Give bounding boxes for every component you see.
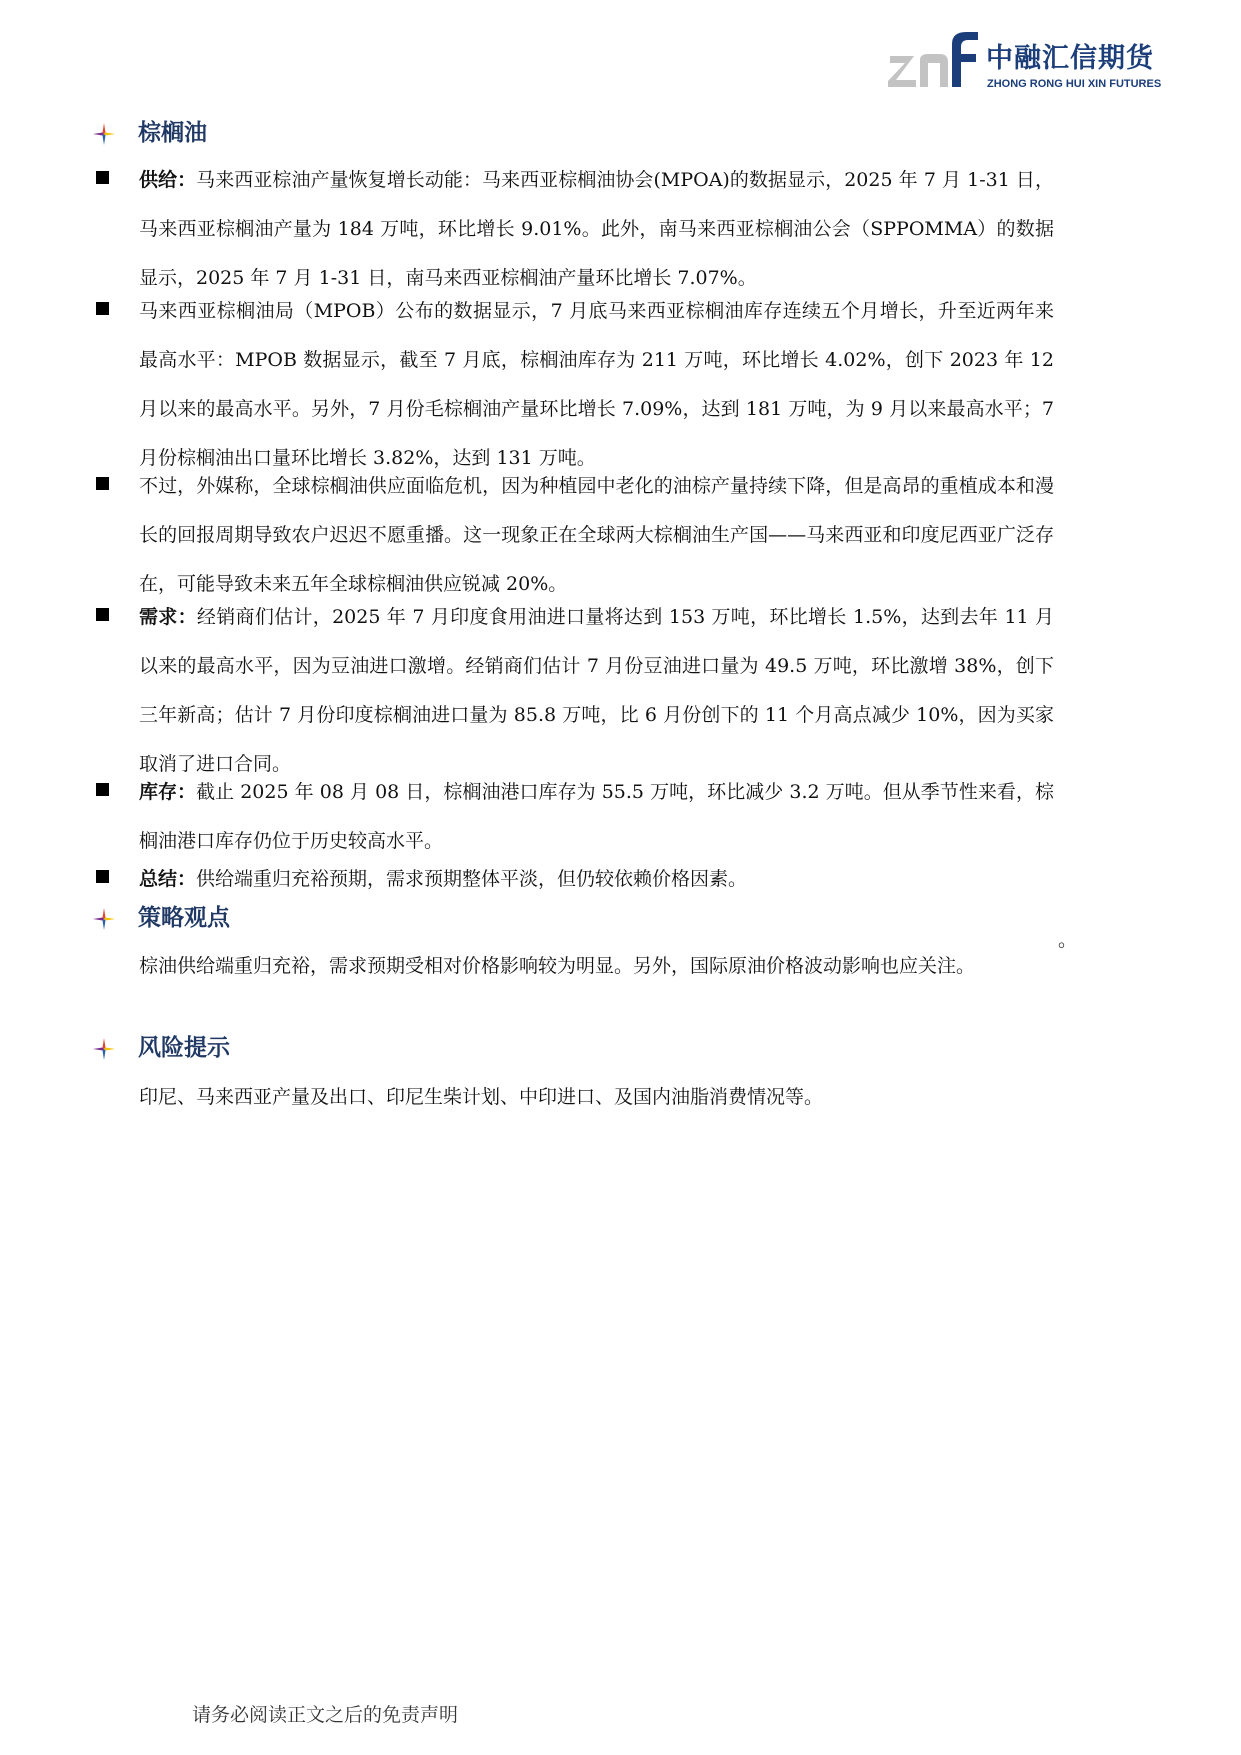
bullet-label: 需求： xyxy=(139,606,197,628)
four-point-star-icon xyxy=(92,907,116,931)
bullet-label: 供给： xyxy=(139,169,197,191)
section-title: 棕榈油 xyxy=(138,120,207,146)
logo-english-name: ZHONG RONG HUI XIN FUTURES xyxy=(987,78,1162,90)
bullet-text xyxy=(139,768,1054,866)
black-square-icon xyxy=(96,608,109,621)
bullet-text xyxy=(139,287,1054,483)
bullet-body: 截止 2025 年 08 月 08 日，棕榈油港口库存为 55.5 万吨，环比减少 3.2 万吨。但从季节性来看，棕榈油港口库存仍位于历史较高水平。 xyxy=(139,781,1054,852)
footer-disclaimer: 请务必阅读正文之后的免责声明 xyxy=(192,1704,459,1726)
logo-chinese-name: 中融汇信期货 xyxy=(986,43,1154,74)
znf-logo-icon xyxy=(888,30,984,96)
section-title: 策略观点 xyxy=(138,905,230,931)
bullet-text xyxy=(139,156,1054,303)
four-point-star-icon xyxy=(92,122,116,146)
bullet-body: 供给端重归充裕预期，需求预期整体平淡，但仍较依赖价格因素。 xyxy=(196,868,748,890)
bullet-label: 总结： xyxy=(139,868,197,890)
company-logo xyxy=(888,30,1180,96)
bullet-text xyxy=(139,462,1054,609)
stray-punctuation: 。 xyxy=(1058,929,1078,951)
risk-paragraph: 印尼、马来西亚产量及出口、印尼生柴计划、中印进口、及国内油脂消费情况等。 xyxy=(139,1086,824,1108)
bullet-body: 马来西亚棕榈油局（MPOB）公布的数据显示，7 月底马来西亚棕榈油库存连续五个月增长，升至近两年来最高水平：MPOB 数据显示，截至 7 月底，棕榈油库存为 211 万吨，环比增长 4.02%，创下 2023 年 12 月以来的最高水平。另外，7 月份毛棕榈油产量环比增长 7.09%，达到 181 万吨，为 9 月以来最高水平；7 月份棕榈油出口量环比增长 3.82%，达到 131 万吨。 xyxy=(139,300,1054,469)
black-square-icon xyxy=(96,477,109,490)
bullet-body: 马来西亚棕油产量恢复增长动能：马来西亚棕榈油协会(MPOA)的数据显示，2025 年 7 月 1-31 日，马来西亚棕榈油产量为 184 万吨，环比增长 9.01%。此外，南马来西亚棕榈油公会（SPPOMMA）的数据显示，2025 年 7 月 1-31 日，南马来西亚棕榈油产量环比增长 7.07%。 xyxy=(139,169,1054,289)
bullet-label: 库存： xyxy=(139,781,197,803)
black-square-icon xyxy=(96,302,109,315)
black-square-icon xyxy=(96,171,109,184)
four-point-star-icon xyxy=(92,1037,116,1061)
black-square-icon xyxy=(96,870,109,883)
bullet-body: 经销商们估计，2025 年 7 月印度食用油进口量将达到 153 万吨，环比增长 1.5%，达到去年 11 月以来的最高水平，因为豆油进口激增。经销商们估计 7 月份豆油进口量为 49.5 万吨，环比激增 38%，创下三年新高；估计 7 月份印度棕榈油进口量为 85.8 万吨，比 6 月份创下的 11 个月高点减少 10%，因为买家取消了进口合同。 xyxy=(139,606,1054,775)
section-title: 风险提示 xyxy=(138,1035,230,1061)
bullet-text xyxy=(139,593,1054,789)
strategy-paragraph: 棕油供给端重归充裕，需求预期受相对价格影响较为明显。另外，国际原油价格波动影响也应关注。 xyxy=(139,955,976,977)
bullet-body: 不过，外媒称，全球棕榈油供应面临危机，因为种植园中老化的油棕产量持续下降，但是高昂的重植成本和漫长的回报周期导致农户迟迟不愿重播。这一现象正在全球两大棕榈油生产国——马来西亚和印度尼西亚广泛存在，可能导致未来五年全球棕榈油供应锐减 20%。 xyxy=(139,475,1054,595)
black-square-icon xyxy=(96,783,109,796)
bullet-text xyxy=(139,855,1054,904)
